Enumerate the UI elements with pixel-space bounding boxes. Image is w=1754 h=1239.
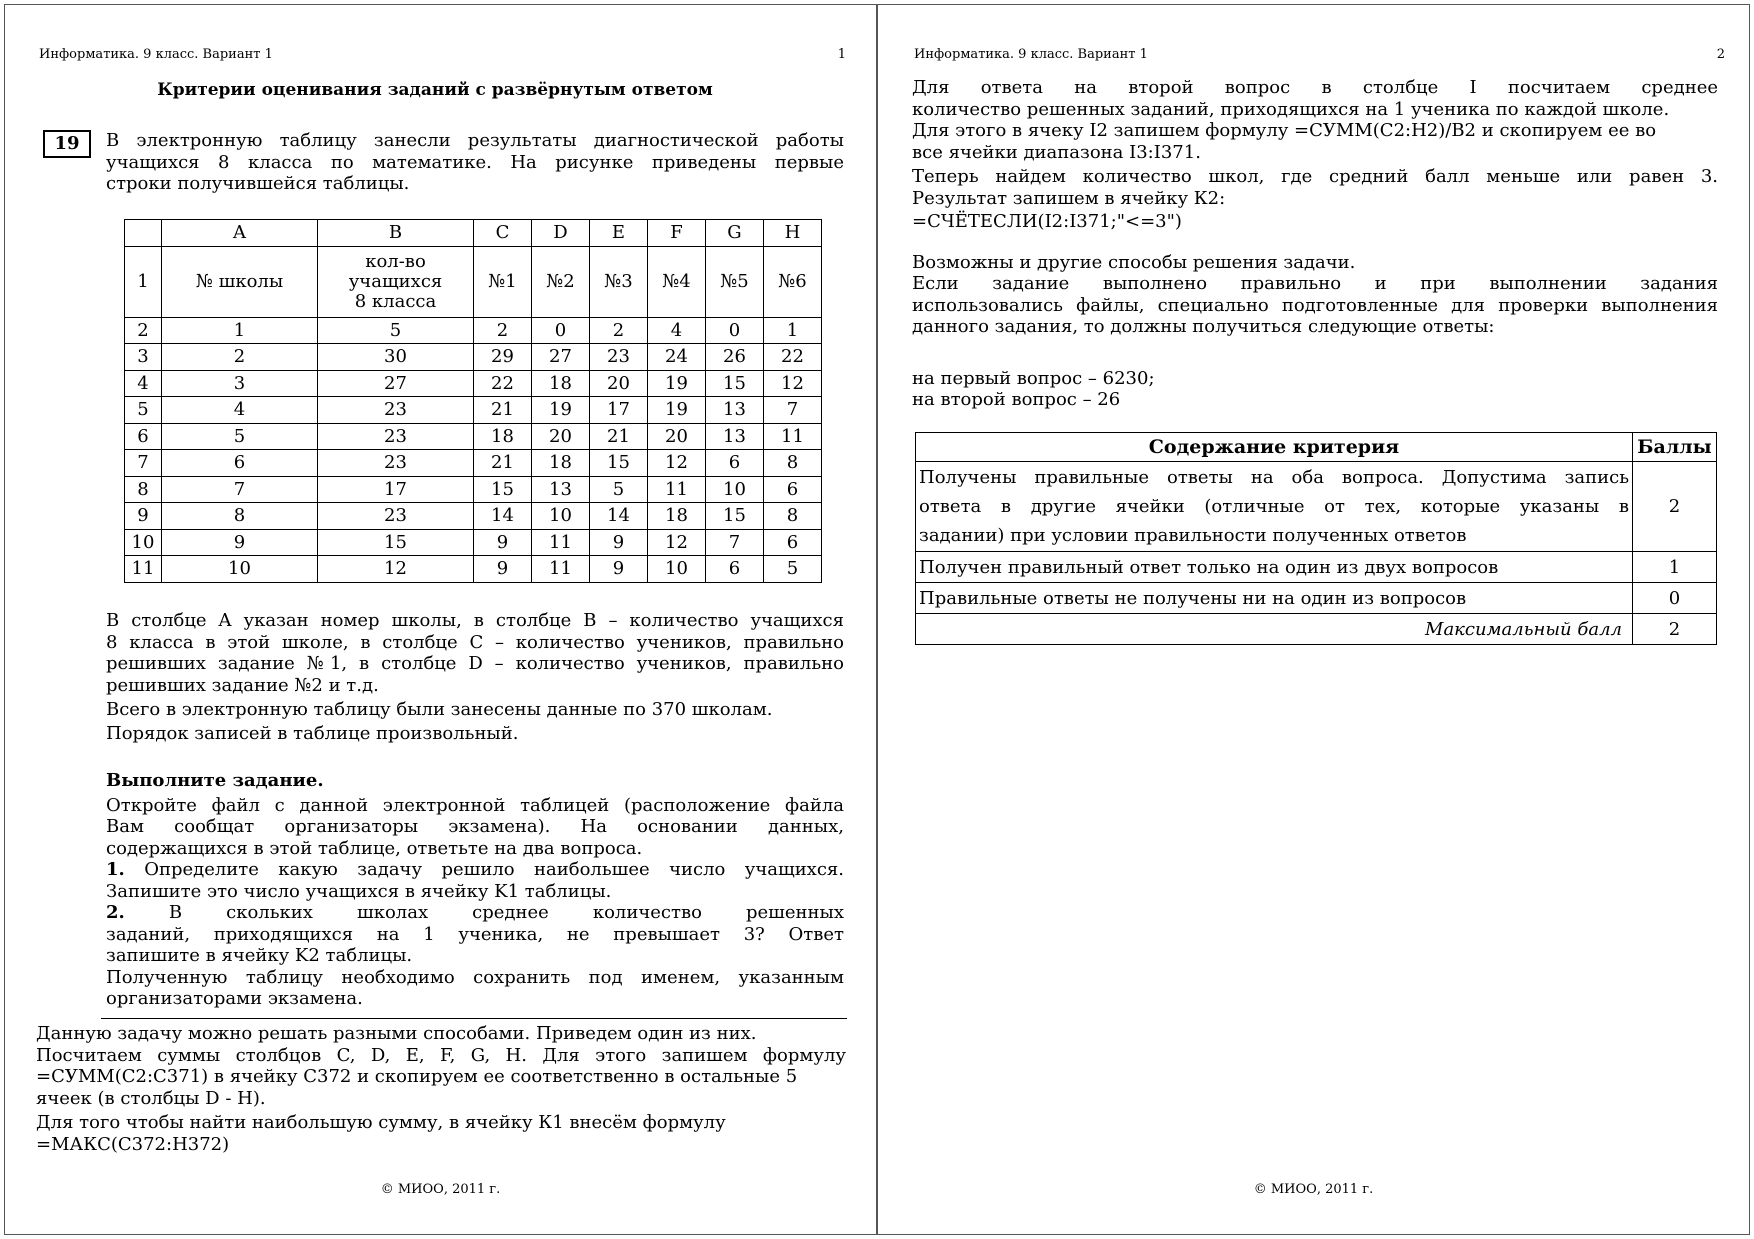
p2-line: Результат запишем в ячейку К2: bbox=[912, 187, 1226, 209]
table-cell: 15 bbox=[706, 370, 764, 397]
table-cell: 7 bbox=[764, 397, 822, 424]
criteria-score: 1 bbox=[1633, 552, 1717, 583]
table-cell: 26 bbox=[706, 344, 764, 371]
table-cell: 9 bbox=[590, 529, 648, 556]
table-row bbox=[125, 529, 822, 556]
col-letter: G bbox=[706, 220, 764, 247]
p1-line: Для ответа на второй вопрос в столбце I посчитаем среднее bbox=[912, 77, 1718, 98]
criteria-max-row bbox=[916, 614, 1717, 645]
criteria-row bbox=[916, 462, 1717, 552]
table-cell: 5 bbox=[764, 556, 822, 583]
q2-line: В скольких школах среднее количество решенных bbox=[168, 902, 844, 923]
row-number: 5 bbox=[125, 397, 162, 424]
q2-line: заданий, приходящихся на 1 ученика, не превышает 3? Ответ bbox=[106, 923, 844, 945]
row-number: 2 bbox=[125, 317, 162, 344]
page-title: Критерии оценивания заданий с развёрнутым ответом bbox=[157, 80, 713, 100]
header-line: кол-во bbox=[365, 250, 426, 272]
table-cell: 15 bbox=[706, 503, 764, 530]
table-row bbox=[125, 397, 822, 424]
table-cell: 5 bbox=[590, 476, 648, 503]
page-header: Информатика. 9 класс. Вариант 1 bbox=[914, 47, 1148, 62]
header-cell: № школы bbox=[162, 246, 318, 317]
criteria-line: задании) при условии правильности полученных ответов bbox=[919, 525, 1467, 546]
task-line: Вам сообщат организаторы экзамена). На основании данных, bbox=[106, 816, 844, 837]
question-2 bbox=[106, 902, 844, 924]
table-cell: 5 bbox=[318, 317, 474, 344]
p1-line: все ячейки диапазона I3:I371. bbox=[912, 141, 1201, 163]
divider bbox=[101, 1018, 847, 1019]
criteria-row bbox=[916, 583, 1717, 614]
table-cell: 7 bbox=[162, 476, 318, 503]
table-cell: 13 bbox=[532, 476, 590, 503]
row-number: 11 bbox=[125, 556, 162, 583]
table-cell: 15 bbox=[590, 450, 648, 477]
solution-continued bbox=[912, 77, 1718, 411]
table-cell: 20 bbox=[648, 423, 706, 450]
table-cell: 21 bbox=[590, 423, 648, 450]
p4-line: использовались файлы, специально подготовленные для проверки выполнения bbox=[912, 294, 1718, 316]
table-cell: 17 bbox=[590, 397, 648, 424]
table-cell: 15 bbox=[474, 476, 532, 503]
table-cell: 13 bbox=[706, 397, 764, 424]
intro-line: строки получившейся таблицы. bbox=[106, 173, 410, 194]
table-cell: 14 bbox=[590, 503, 648, 530]
criteria-line: Получены правильные ответы на оба вопроса. Допустима запись bbox=[919, 467, 1629, 488]
table-cell: 1 bbox=[162, 317, 318, 344]
table-cell: 30 bbox=[318, 344, 474, 371]
save-line: Полученную таблицу необходимо сохранить под именем, указанным bbox=[106, 966, 844, 988]
task-block bbox=[106, 770, 844, 1010]
question-1 bbox=[106, 859, 844, 881]
table-cell: 6 bbox=[706, 450, 764, 477]
table-cell: 3 bbox=[162, 370, 318, 397]
criteria-content: Получен правильный ответ только на один из двух вопросов bbox=[916, 552, 1633, 583]
solution-line: =МАКС(C372:H372) bbox=[36, 1133, 230, 1155]
table-cell: 8 bbox=[162, 503, 318, 530]
solution-line: ячеек (в столбцы D - H). bbox=[36, 1087, 266, 1109]
table-cell: 23 bbox=[318, 450, 474, 477]
p4-line: Если задание выполнено правильно и при выполнении задания bbox=[912, 273, 1718, 294]
table-cell: 22 bbox=[764, 344, 822, 371]
criteria-score-header: Баллы bbox=[1633, 433, 1717, 462]
table-cell: 27 bbox=[532, 344, 590, 371]
table-cell: 15 bbox=[318, 529, 474, 556]
intro-line: В электронную таблицу занесли результаты диагностической работы bbox=[106, 130, 844, 151]
table-cell: 13 bbox=[706, 423, 764, 450]
col-letter: B bbox=[318, 220, 474, 247]
table-row bbox=[125, 450, 822, 477]
col-letter: E bbox=[590, 220, 648, 247]
header-row bbox=[125, 246, 822, 317]
table-cell: 10 bbox=[162, 556, 318, 583]
table-cell: 19 bbox=[648, 370, 706, 397]
criteria-content: Правильные ответы не получены ни на один из вопросов bbox=[916, 583, 1633, 614]
page-number: 2 bbox=[1716, 47, 1725, 62]
table-cell: 0 bbox=[532, 317, 590, 344]
table-cell: 21 bbox=[474, 397, 532, 424]
header-cell: №3 bbox=[590, 246, 648, 317]
table-cell: 11 bbox=[532, 529, 590, 556]
table-cell: 2 bbox=[590, 317, 648, 344]
order-text: Порядок записей в таблице произвольный. bbox=[106, 722, 519, 744]
table-cell: 11 bbox=[648, 476, 706, 503]
table-cell: 23 bbox=[590, 344, 648, 371]
solution-line: Посчитаем суммы столбцов C, D, E, F, G, H. Для этого запишем формулу bbox=[36, 1044, 846, 1066]
solution-line: =СУММ(C2:C371) в ячейку С372 и скопируем ее соответственно в остальные 5 bbox=[36, 1066, 798, 1087]
answer-1: на первый вопрос – 6230; bbox=[912, 367, 1155, 389]
criteria-line: ответа в другие ячейки (отличные от тех, которые указаны в bbox=[919, 496, 1629, 517]
page-header: Информатика. 9 класс. Вариант 1 bbox=[39, 47, 273, 62]
table-description bbox=[106, 610, 844, 744]
header-cell: №6 bbox=[764, 246, 822, 317]
table-cell: 9 bbox=[590, 556, 648, 583]
desc-line: решивших задание №1, в столбце D – количество учеников, правильно bbox=[106, 653, 844, 674]
table-row bbox=[125, 423, 822, 450]
row-number: 6 bbox=[125, 423, 162, 450]
task-line: Откройте файл с данной электронной таблицей (расположение файла bbox=[106, 794, 844, 816]
intro-line: учащихся 8 класса по математике. На рисунке приведены первые bbox=[106, 151, 844, 173]
q2-number: 2. bbox=[106, 902, 125, 923]
task-line: содержащихся в этой таблице, ответьте на два вопроса. bbox=[106, 837, 643, 859]
table-cell: 6 bbox=[706, 556, 764, 583]
criteria-header-row bbox=[916, 433, 1717, 462]
solution-line: Данную задачу можно решать разными способами. Приведем один из них. bbox=[36, 1023, 757, 1044]
table-cell: 19 bbox=[648, 397, 706, 424]
criteria-row bbox=[916, 552, 1717, 583]
header-cell: №4 bbox=[648, 246, 706, 317]
table-row bbox=[125, 476, 822, 503]
q1-number: 1. bbox=[106, 859, 125, 880]
page-footer: © МИОО, 2011 г. bbox=[380, 1182, 501, 1197]
desc-line: решивших задание №2 и т.д. bbox=[106, 674, 379, 696]
table-row bbox=[125, 370, 822, 397]
q1-line: Запишите это число учащихся в ячейку K1 таблицы. bbox=[106, 880, 612, 902]
table-cell: 4 bbox=[162, 397, 318, 424]
task-intro bbox=[106, 130, 844, 195]
p4-line: данного задания, то должны получиться следующие ответы: bbox=[912, 316, 1495, 337]
save-line: организаторами экзамена. bbox=[106, 988, 363, 1009]
row-number: 10 bbox=[125, 529, 162, 556]
table-cell: 19 bbox=[532, 397, 590, 424]
col-letter: D bbox=[532, 220, 590, 247]
max-score-value: 2 bbox=[1633, 614, 1717, 645]
page-1 bbox=[4, 4, 877, 1235]
table-cell: 14 bbox=[474, 503, 532, 530]
q2-line: запишите в ячейку K2 таблицы. bbox=[106, 945, 413, 966]
q1-line: Определите какую задачу решило наибольшее число учащихся. bbox=[144, 859, 844, 880]
table-cell: 9 bbox=[474, 556, 532, 583]
solution-line: Для того чтобы найти наибольшую сумму, в ячейку К1 внесём формулу bbox=[36, 1112, 726, 1133]
table-cell: 11 bbox=[532, 556, 590, 583]
table-cell: 12 bbox=[318, 556, 474, 583]
table-cell: 24 bbox=[648, 344, 706, 371]
table-cell: 21 bbox=[474, 450, 532, 477]
table-cell: 4 bbox=[648, 317, 706, 344]
table-cell: 11 bbox=[764, 423, 822, 450]
row-number: 9 bbox=[125, 503, 162, 530]
table-cell: 12 bbox=[648, 450, 706, 477]
table-cell: 12 bbox=[648, 529, 706, 556]
criteria-content bbox=[916, 462, 1633, 552]
header-cell: №1 bbox=[474, 246, 532, 317]
criteria-table bbox=[915, 432, 1717, 645]
table-cell: 22 bbox=[474, 370, 532, 397]
table-cell: 27 bbox=[318, 370, 474, 397]
table-cell: 23 bbox=[318, 397, 474, 424]
page-footer: © МИОО, 2011 г. bbox=[1253, 1182, 1374, 1197]
table-cell: 12 bbox=[764, 370, 822, 397]
table-cell: 2 bbox=[474, 317, 532, 344]
corner-cell bbox=[125, 220, 162, 247]
header-line: 8 класса bbox=[354, 290, 437, 312]
formula-text: =СЧЁТЕСЛИ(I2:I371;"<=3") bbox=[912, 211, 1182, 232]
table-cell: 8 bbox=[764, 450, 822, 477]
table-cell: 7 bbox=[706, 529, 764, 556]
col-letter: A bbox=[162, 220, 318, 247]
table-cell: 23 bbox=[318, 503, 474, 530]
table-cell: 6 bbox=[764, 476, 822, 503]
criteria-score: 2 bbox=[1633, 462, 1717, 552]
table-cell: 10 bbox=[648, 556, 706, 583]
answer-2: на второй вопрос – 26 bbox=[912, 389, 1121, 410]
table-cell: 10 bbox=[706, 476, 764, 503]
table-cell: 18 bbox=[474, 423, 532, 450]
row-number: 8 bbox=[125, 476, 162, 503]
criteria-content-header: Содержание критерия bbox=[916, 433, 1633, 462]
table-cell: 9 bbox=[474, 529, 532, 556]
table-cell: 17 bbox=[318, 476, 474, 503]
p2-line: Теперь найдем количество школ, где средний балл меньше или равен 3. bbox=[912, 166, 1718, 187]
table-cell: 8 bbox=[764, 503, 822, 530]
table-cell: 10 bbox=[532, 503, 590, 530]
table-row bbox=[125, 317, 822, 344]
table-cell: 20 bbox=[532, 423, 590, 450]
row-number: 7 bbox=[125, 450, 162, 477]
row-number: 4 bbox=[125, 370, 162, 397]
table-cell: 29 bbox=[474, 344, 532, 371]
table-cell: 0 bbox=[706, 317, 764, 344]
do-task-heading: Выполните задание. bbox=[106, 770, 324, 791]
header-cell-students bbox=[318, 246, 474, 317]
table-cell: 2 bbox=[162, 344, 318, 371]
table-cell: 9 bbox=[162, 529, 318, 556]
page-number: 1 bbox=[837, 47, 846, 62]
criteria-score: 0 bbox=[1633, 583, 1717, 614]
desc-line: 8 класса в этой школе, в столбце C – количество учеников, правильно bbox=[106, 631, 844, 653]
table-cell: 18 bbox=[532, 370, 590, 397]
header-line: учащихся bbox=[348, 270, 443, 292]
solution-text bbox=[36, 1023, 846, 1155]
spreadsheet-table bbox=[124, 219, 822, 583]
table-cell: 6 bbox=[162, 450, 318, 477]
table-cell: 18 bbox=[532, 450, 590, 477]
column-letters-row bbox=[125, 220, 822, 247]
desc-line: В столбце A указан номер школы, в столбце B – количество учащихся bbox=[106, 610, 844, 631]
row-number: 1 bbox=[125, 246, 162, 317]
col-letter: H bbox=[764, 220, 822, 247]
page-2 bbox=[877, 4, 1750, 1235]
table-cell: 5 bbox=[162, 423, 318, 450]
table-cell: 1 bbox=[764, 317, 822, 344]
table-cell: 6 bbox=[764, 529, 822, 556]
col-letter: C bbox=[474, 220, 532, 247]
task-number-box: 19 bbox=[43, 130, 91, 158]
table-cell: 20 bbox=[590, 370, 648, 397]
table-cell: 23 bbox=[318, 423, 474, 450]
table-row bbox=[125, 503, 822, 530]
header-cell: №5 bbox=[706, 246, 764, 317]
alternatives-text: Возможны и другие способы решения задачи. bbox=[912, 251, 1356, 273]
total-schools-text: Всего в электронную таблицу были занесены данные по 370 школам. bbox=[106, 699, 773, 720]
max-score-label: Максимальный балл bbox=[916, 614, 1633, 645]
table-body bbox=[125, 317, 822, 582]
col-letter: F bbox=[648, 220, 706, 247]
table-row bbox=[125, 344, 822, 371]
table-cell: 18 bbox=[648, 503, 706, 530]
row-number: 3 bbox=[125, 344, 162, 371]
header-cell: №2 bbox=[532, 246, 590, 317]
p1-line: Для этого в ячеку I2 запишем формулу =СУММ(C2:H2)/B2 и скопируем ее во bbox=[912, 120, 1657, 141]
table-row bbox=[125, 556, 822, 583]
p1-line: количество решенных заданий, приходящихся на 1 ученика по каждой школе. bbox=[912, 98, 1670, 120]
